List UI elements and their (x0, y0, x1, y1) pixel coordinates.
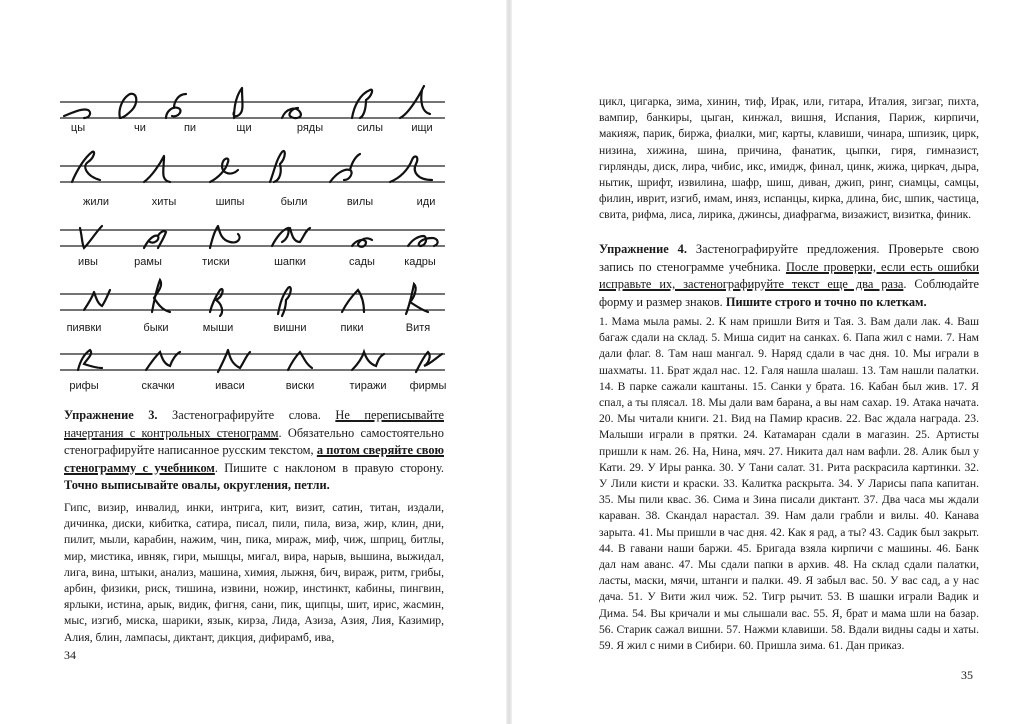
steno-row-2-signs (60, 146, 445, 192)
exercise-3-bold-text: Точно выписывайте овалы, округления, петли. (64, 478, 330, 493)
word-label: тиски (202, 256, 230, 268)
word-label: ищи (411, 122, 433, 134)
word-label: хиты (151, 196, 177, 208)
exercise-3-text: . Пишите с наклоном в правую сторону. (214, 460, 444, 475)
word-label: иди (416, 196, 436, 208)
word-label: мыши (202, 322, 234, 334)
exercise-4-underlined-text: После проверки, если есть ошибки исправьте их, застенографируйте текст еще два раза (599, 259, 979, 292)
word-label: скачки (141, 380, 175, 392)
steno-row-1-labels (60, 122, 445, 138)
steno-row-2-labels (60, 196, 445, 212)
exercise-3-word-list: Гипс, визир, инвалид, инки, интрига, кит, визит, сатин, титан, издали, дичинка, диски, кибитка, сатира, писал, пили, пила, виза, жир, клин, дни, пилит, мыли, карабин, нажим, чин, пика, мираж, миф, чиж, шприц, битлы, мир, мистика, ивняк, гири, мышцы, мигал, вира, нарыв, вышина, выжидал, лига, вина, штыки, анализ, машина, химия, лыжня, бич, вираж, ритм, грибы, арбин, физики, риск, тишина, извини, ножир, инстинкт, кабины, пингвин, ярлыки, истина, арык, видик, фигня, сани, пик, щипцы, шит, ирис, жасмин, мыс, изгиб, миска, шарики, язык, кирза, Лида, Азиза, Азия, Лия, Казимир, Алия, блин, лампасы, диктант, дикция, дифирамб, ива, (64, 501, 444, 644)
word-label: жили (82, 196, 110, 208)
right-page (515, 0, 1023, 724)
word-label: быки (143, 322, 169, 334)
page-number-right: 35 (961, 668, 973, 682)
exercise-4-text: . Соблюдайте форму и размер знаков. (599, 277, 979, 309)
exercise-4-bold-text: Пишите строго и точно по клеткам. (725, 294, 927, 309)
steno-row-3-labels (60, 256, 445, 272)
word-label: вишни (273, 322, 307, 334)
word-label: иваси (215, 380, 245, 392)
word-label: шапки (274, 256, 306, 268)
word-label: пики (340, 322, 364, 334)
word-list-continued: цикл, цигарка, зима, хинин, тиф, Ирак, или, гитара, Италия, зигзаг, пихта, вампир, банкиры, цыган, кинжал, вишня, Испания, Париж, кирпичи, макияж, парик, биржа, фиалки, миг, карты, клавиши, чинара, шпизик, цирк, низина, хижина, шина, причина, фанатик, цыпки, гиря, гимназист, гирлянды, диск, лира, чибис, икс, имидж, финал, цинк, жижа, циркач, дыра, нытик, шрифт, извилина, шафр, шиш, диван, джип, ринг, сиамцы, самцы, филин, иврит, изгиб, имам, иняз, испанцы, кирка, длина, бис, шпик, частица, свита, рифма, лиса, лирика, джинсы, диафрагма, визажист, визитка, финик. (599, 95, 979, 222)
exercise-4-instructions (599, 241, 979, 311)
steno-row-1-signs (60, 78, 445, 124)
word-label: виски (285, 380, 315, 392)
word-label: рамы (134, 256, 162, 268)
exercise-4-sentences: 1. Мама мыла рамы. 2. К нам пришли Витя и Тая. 3. Вам дали лак. 4. Ваш багаж сдали на склад. 5. Миша сидит на санках. 6. Папа жил с нами. 7. Нам дали флаг. 8. Там наш мангал. 9. Наряд сдали в час дня. 10. Мы играли в шахматы. 11. Брат ждал нас. 12. Галя нашла шалаш. 13. Там нашли палатки. 14. В парке сажали каштаны. 15. Санки у брата. 16. Кабан был жив. 17. Я спал, а ты плясал. 18. Мы дали вам барана, а вы нам сахар. 19. Атака начата. 20. Мы читали книги. 21. Вид на Памир красив. 22. Вас ждала награда. 23. Малыши играли в прятки. 24. Катамаран сдали в магазин. 25. Артисты пришли к нам. 26. На, Нина, мяч. 27. Никита дал нам вафли. 28. Алик был у Кати. 29. У Иры ранка. 30. У Тани салат. 31. Рита раскрасила картинки. 32. У Лили кисти и краски. 33. Калитка раскрыта. 34. У Ларисы папа капитан. 35. Мы пили квас. 36. Сима и Зина писали диктант. 37. Два часа мы ждали караван. 38. Скандал нарастал. 39. Нам дали грабли и вилы. 40. Канава зарыта. 41. Мы пришли в час дня. 42. Как я рад, а ты? 43. Садик был закрыт. 44. В гавани наши баржи. 45. Бригада взяла кирпичи с машины. 46. Банк дал нам аванс. 47. Мы сдали папки в архив. 48. На склад сдали палатки, ласты, маски, мячи, штанги и палки. 49. Я забыл вас. 50. У вас сад, а у нас дача. 51. У Вити жил чиж. 52. Тигр рычит. 53. В шашки играли Вадик и Дима. 54. Вы кричали и мы слышали вас. 55. Я, брат и мама шли на базар. 56. Старик сажал вишни. 57. Нажми клавиши. 58. Вдали видны сады и хаты. 59. Я жил с ними в Сибири. 60. Пришла зима. 61. Дан приказ. (599, 315, 979, 653)
book-gutter (506, 0, 512, 724)
exercise-4-title: Упражнение 4. (599, 242, 687, 256)
word-label: чи (134, 122, 146, 134)
word-label: пи (183, 122, 197, 134)
word-label: цы (70, 122, 86, 134)
exercise-3-text: Застенографируйте слова. (157, 408, 336, 422)
word-label: щи (236, 122, 252, 134)
word-label: ряды (296, 122, 324, 134)
word-label: силы (357, 122, 383, 134)
word-label: тиражи (349, 380, 387, 392)
steno-row-2 (60, 146, 445, 214)
word-label: вилы (346, 196, 374, 208)
word-label: были (280, 196, 308, 208)
exercise-4-text: Застенографируйте предложения. Проверьте свою запись по стенограмме учебника. (599, 242, 980, 274)
word-label: фирмы (409, 380, 447, 392)
steno-row-4 (60, 276, 445, 344)
exercise-3-text: . Обязательно самостоятельно стенографируйте написанное русским текстом, (64, 425, 444, 458)
steno-row-5 (60, 344, 445, 412)
word-label: Витя (405, 322, 431, 334)
steno-row-5-labels (60, 380, 445, 396)
steno-row-5-signs (60, 344, 445, 384)
exercise-3-instructions (64, 407, 444, 495)
steno-row-4-signs (60, 276, 445, 326)
exercise-3-underlined-text: Не переписывайте начертания с контрольных стенограмм (64, 408, 444, 440)
word-label: рифы (69, 380, 99, 392)
left-page (0, 0, 505, 724)
steno-row-4-labels (60, 322, 445, 338)
word-label: шипы (215, 196, 245, 208)
exercise-3-underlined-text: а потом сверяйте свою стенограмму с учебником (64, 443, 444, 475)
word-label: пиявки (66, 322, 102, 334)
word-label: ивы (78, 256, 98, 268)
exercise-3-title: Упражнение 3. (64, 408, 158, 422)
steno-row-1 (60, 78, 445, 146)
word-label: кадры (404, 256, 436, 268)
page-number-left: 34 (64, 648, 76, 662)
word-label: сады (349, 256, 375, 268)
